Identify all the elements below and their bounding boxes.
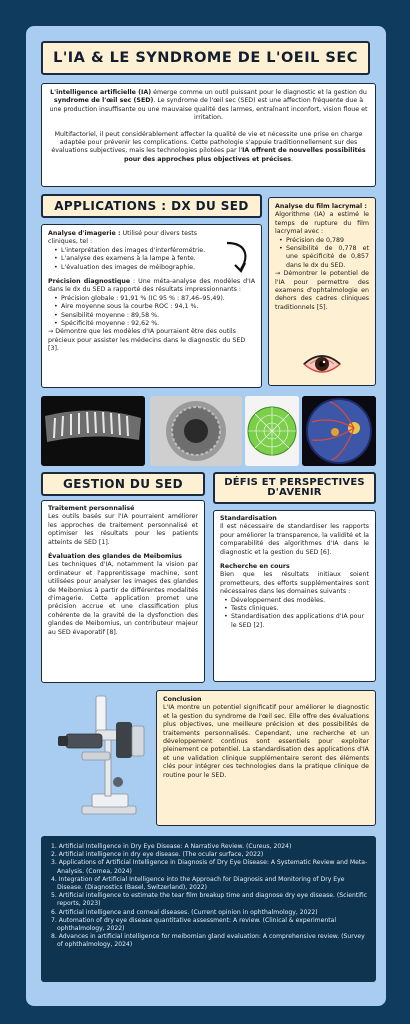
- list-item: • Précision globale : 91,91 % (IC 95 % : 87,46–95,49).: [52, 295, 255, 303]
- conclusion-box: [156, 690, 376, 826]
- list-item: • Standardisation des applications d'IA pour le SED [2].: [222, 613, 369, 630]
- intro-text: Multifactoriel, il peut considérablement affecter la qualité de vie et nécessite une prise en charge adaptée pour prévenir les complications. Cette pathologie s'appuie traditionnellement sur des évaluations subjectives, mais les technologies pilotées par l': [51, 130, 363, 155]
- defis-box: [213, 510, 376, 682]
- defis-subtitle-1: Standardisation: [220, 515, 277, 522]
- precision-list: [52, 295, 255, 329]
- defis-subtitle-2: Recherche en cours: [220, 563, 290, 571]
- reference-item: 5. Artificial intelligence to estimate the tear film breakup time and diagnose dry eye disease. (Scientific reports, 2023): [51, 892, 368, 908]
- visual-field-image: [245, 396, 299, 466]
- slit-lamp-image: [52, 690, 152, 818]
- references-box: [41, 836, 376, 982]
- list-item: • Spécificité moyenne : 92,62 %.: [52, 320, 255, 328]
- reference-item: 1. Artificial Intelligence in Dry Eye Disease: A Narrative Review. (Cureus, 2024): [51, 843, 292, 850]
- list-item: • Développement des modèles.: [222, 597, 369, 605]
- defis-header-line-1: DÉFIS ET PERSPECTIVES: [224, 476, 365, 488]
- tearfilm-text: Algorithme (IA) a estimé le temps de rupture du film lacrymal avec :: [275, 211, 369, 236]
- gestion-paragraph-1: Les outils basés sur l'IA pourraient améliorer les approches de traitement personnalisé et optimiser les résultats pour les patients atteints de SED [1].: [48, 513, 198, 546]
- applications-box: [41, 224, 262, 388]
- tearfilm-title: Analyse du film lacrymal :: [275, 203, 367, 210]
- intro-text: . Le syndrome de l'œil sec (SED) est une affection fréquente due à une production insuffisante ou une mauvaise qualité des larmes, entraînant inconfort, vision floue et irritation.: [49, 97, 368, 122]
- conclusion-text: L'IA montre un potentiel significatif pour améliorer le diagnostic et la gestion du syndrome de l'œil sec. Elle offre des évaluations plus objectives, une meilleure précision et des possibilités de traitements personnalisés. Cependant, une recherche et un développement continus sont essentiels pour exploiter pleinement ce potentiel. La standardisation des applications d'IA et une validation clinique supplémentaire seront des éléments clés pour intégrer ces technologies dans la pratique clinique de routine pour le SED.: [163, 704, 369, 779]
- reference-item: 6. Artificial intelligence and corneal diseases. (Current opinion in ophthalmology, 2022): [51, 908, 318, 916]
- reference-item: 8. Advances in artificial intelligence for meibomian gland evaluation: A comprehensive review. (Survey of ophthalmology, 2024): [51, 933, 365, 949]
- curved-arrow-icon: [223, 239, 253, 275]
- precision-text: : Une méta-analyse des modèles d'IA dans le dx du SED a rapporté des résultats impressionnants :: [48, 278, 256, 294]
- conclusion-title: Conclusion: [163, 696, 202, 703]
- retina-image: [302, 396, 376, 466]
- precision-paragraph: [48, 278, 255, 295]
- intro-highlight: IA offrent de nouvelles possibilités pour des approches plus objectives et précises: [123, 147, 366, 163]
- tearfilm-conclusion: → Démontrer le potentiel de l'IA pour permettre des examens d'ophtalmologie en dehors des cadres cliniques traditionnels [5].: [275, 270, 369, 311]
- page-title: L'IA & LE SYNDROME DE L'OEIL SEC: [41, 41, 370, 75]
- list-item: • Précision de 0,789: [277, 237, 369, 245]
- list-item: • Aire moyenne sous la courbe ROC : 94,1 %.: [52, 303, 255, 311]
- gestion-box: [41, 500, 205, 683]
- imaging-title: Analyse d'imagerie :: [48, 230, 121, 237]
- defis-header-line-2: D'AVENIR: [267, 487, 322, 498]
- list-item: • Sensibilité moyenne : 89,58 %.: [52, 312, 255, 320]
- intro-text: émerge comme un outil puissant pour le diagnostic et la gestion du: [151, 89, 367, 96]
- applications-header: APPLICATIONS : DX DU SED: [41, 194, 262, 218]
- gestion-subtitle-2: Évaluation des glandes de Meibomius: [48, 553, 182, 561]
- imaging-text: Utilisé pour divers tests cliniques, tel :: [48, 230, 198, 246]
- meibography-image: [41, 396, 145, 466]
- intro-box: [41, 83, 376, 187]
- intro-term-sed: syndrome de l'œil sec (SED): [53, 97, 154, 105]
- intro-term-ai: L'intelligence artificielle (IA): [50, 89, 152, 96]
- defis-paragraph-2: Bien que les résultats initiaux soient prometteurs, des efforts supplémentaires sont nécessaires dans les domaines suivants :: [220, 571, 369, 596]
- gestion-subtitle-1: Traitement personnalisé: [48, 505, 135, 512]
- intro-paragraph-1: [49, 89, 368, 123]
- gestion-header: GESTION DU SED: [41, 472, 205, 496]
- iris-image: [150, 396, 242, 466]
- list-item: • Tests cliniques.: [222, 605, 369, 613]
- list-item: • L'interprétation des images d'interférométrie.: [52, 247, 225, 255]
- tearfilm-list: [277, 237, 369, 271]
- red-eye-icon: [302, 351, 342, 377]
- reference-item: 4. Integration of Artificial Intelligence into the Approach for Diagnosis and Monitoring of Dry Eye Disease. (Diagnostics (Basel, Switzerland), 2022): [51, 875, 345, 892]
- precision-conclusion: → Démontre que les modèles d'IA pourraient être des outils précieux pour assister les médecins dans le diagnostic du SED [3].: [48, 328, 246, 353]
- intro-text: .: [291, 155, 294, 163]
- intro-paragraph-2: [49, 131, 368, 165]
- precision-title: Précision diagnostique: [48, 278, 131, 286]
- reference-item: 3. Applications of Artificial Intelligence in Diagnosis of Dry Eye Disease: A Systematic Review and Meta-Analysis. (Cornea, 2024): [51, 859, 368, 875]
- tearfilm-box: [268, 197, 376, 386]
- list-item: • L'analyse des examens à la lampe à fente.: [52, 255, 225, 263]
- gestion-paragraph-2: Les techniques d'IA, notamment la vision par ordinateur et l'apprentissage machine, sont utilisées pour analyser les images des glandes de Meibomius à partir de différentes modalités d'imagerie. Cette application promet une précision accrue et une classification plus cohérente de la gravité de la dysfonction des glandes de Meibomius, un contributeur majeur au SED évaporatif [8].: [48, 561, 198, 636]
- list-item: • L'évaluation des images de méibographie.: [52, 264, 225, 272]
- defis-paragraph-1: Il est nécessaire de standardiser les rapports pour améliorer la transparence, la validité et la comparabilité des algorithmes d'IA dans le diagnostic et la gestion du SED [6].: [220, 523, 369, 556]
- reference-item: 2. Artificial intelligence in dry eye disease. (The ocular surface, 2022): [51, 851, 264, 859]
- references-list: [51, 843, 368, 950]
- defis-list: [222, 597, 369, 631]
- defis-header: [213, 472, 376, 504]
- list-item: • Sensibilité de 0,778 et une spécificité de 0,857 dans le dx du SED.: [277, 245, 369, 270]
- reference-item: 7. Automation of dry eye disease quantitative assessment: A review. (Clinical & experimental ophthalmology, 2022): [51, 916, 337, 933]
